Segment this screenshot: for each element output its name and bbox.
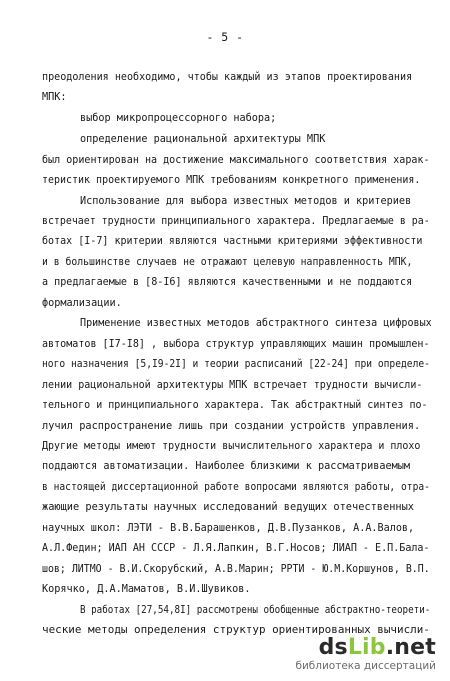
text-line: Корячко, Д.А.Маматов, В.И.Шувиков. xyxy=(42,584,251,595)
text-line: в настоящей диссертационной работе вопросами являются работы, отра- xyxy=(42,482,430,493)
text-line: ботах [I-7] критерии являются частными критериями эффективности xyxy=(42,236,423,247)
text-line: автоматов [I7-I8] , выбора структур управляющих машин промышлен- xyxy=(42,339,430,350)
text-line: А.Л.Федин; ИАП АН СССР - Л.Я.Лапкин, В.Г.Носов; ЛИАП - Е.П.Бала- xyxy=(42,543,430,554)
text-line: Другие методы имеют трудности вычислительного характера и плохо xyxy=(42,441,421,452)
text-line: тельного и принципиального характера. Так абстрактный синтез по- xyxy=(42,400,428,411)
text-line: В работах [27,54,8I] рассмотрены обобщенные абстрактно-теорети- xyxy=(80,605,431,616)
text-line: формализации. xyxy=(42,298,122,309)
watermark-subtitle: библиотека диссертаций xyxy=(295,660,436,672)
text-line: Использование для выбора известных методов и критериев xyxy=(80,196,412,207)
text-line: ного назначения [5,I9-2I] и теории расписаний [22-24] при определе- xyxy=(42,359,430,370)
text-line: теристик проектируемого МПК требованиям конкретного применения. xyxy=(42,175,421,186)
text-line: а предлагаемые в [8-I6] являются качественными и не поддаются xyxy=(42,277,413,288)
text-line: жающие результаты научных исследований ведущих отечественных xyxy=(42,502,415,513)
text-line: лучил распространение лишь при создании устройств управления. xyxy=(42,421,421,432)
watermark-logo: dsLib.net xyxy=(318,635,436,660)
text-line: был ориентирован на достижение максимального соответствия харак- xyxy=(42,155,430,166)
watermark xyxy=(295,636,436,673)
page-number: - 5 - xyxy=(206,30,244,44)
text-line: поддаются автоматизации. Наиболее близкими к рассматриваемым xyxy=(42,461,411,472)
text-line: встречает трудности принципиального характера. Предлагаемые в ра- xyxy=(42,216,430,227)
text-line: преодоления необходимо, чтобы каждый из этапов проектирования xyxy=(42,72,413,83)
text-line: Применение известных методов абстрактного синтеза цифровых xyxy=(80,318,432,329)
text-line: выбор микропроцессорного набора; xyxy=(80,113,277,124)
text-line: шов; ЛИТМО - В.И.Скорубский, А.В.Марин; РРТИ - Ю.М.Коршунов, В.П. xyxy=(42,564,430,575)
text-line: и в большинстве случаев не отражают целевую направленность МПК, xyxy=(42,257,413,268)
text-line: МПК: xyxy=(42,92,67,103)
text-line: ческие методы определения структур ориентированных вычисли- xyxy=(42,625,430,636)
text-line: научных школ: ЛЭТИ - В.В.Барашенков, Д.В.Пузанков, А.А.Валов, xyxy=(42,523,415,534)
text-line: лении рациональной архитектуры МПК встречает трудности вычисли- xyxy=(42,380,423,391)
text-line: определение рациональной архитектуры МПК xyxy=(80,134,326,145)
